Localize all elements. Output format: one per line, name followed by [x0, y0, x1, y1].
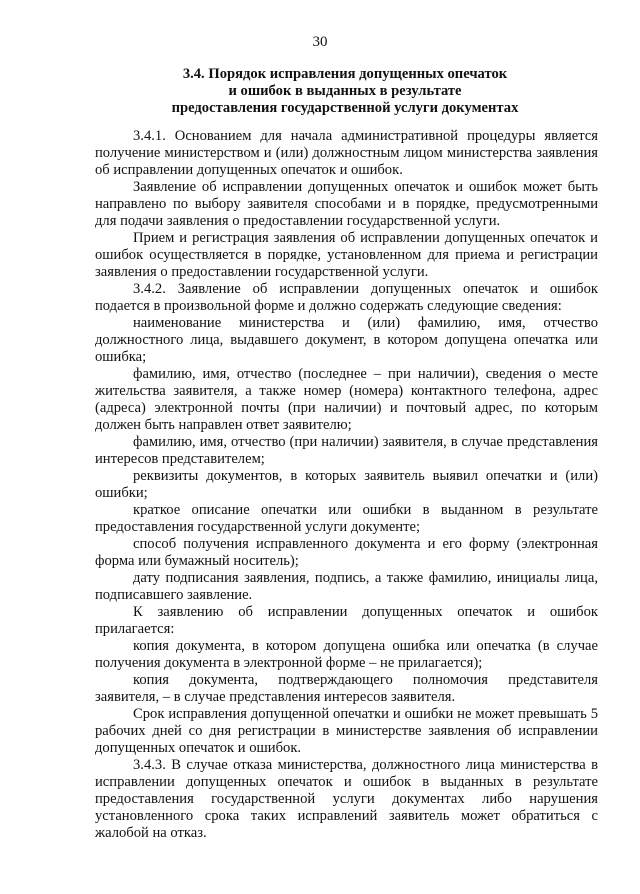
list-item: краткое описание опечатки или ошибки в выданном в результате предоставления государственной услуги документе;	[95, 502, 598, 535]
page-number: 30	[312, 34, 328, 50]
heading-line: предоставления государственной услуги документах	[171, 100, 519, 116]
body-text	[95, 128, 598, 842]
list-item: наименование министерства и (или) фамилию, имя, отчество должностного лица, выдавшего документ, в котором допущена опечатка или ошибка;	[95, 315, 598, 365]
list-item: копия документа, в котором допущена ошибка или опечатка (в случае получения документа в электронной форме – не прилагается);	[95, 638, 598, 671]
paragraph: Прием и регистрация заявления об исправлении допущенных опечаток и ошибок осуществляется в порядке, установленном для приема и регистрации заявления о предоставлении государственной услуги.	[95, 230, 598, 280]
list-item: фамилию, имя, отчество (при наличии) заявителя, в случае представления интересов представителем;	[95, 434, 598, 467]
heading-line: и ошибок в выданных в результате	[228, 83, 462, 99]
paragraph: 3.4.2. Заявление об исправлении допущенных опечаток и ошибок подается в произвольной форме и должно содержать следующие сведения:	[95, 281, 598, 314]
list-item: фамилию, имя, отчество (последнее – при наличии), сведения о месте жительства заявителя, а также номер (номера) контактного телефона, адрес (адреса) электронной почты (при наличии) и почтовый адрес, по которым должен быть направлен ответ заявителю;	[95, 366, 598, 433]
list-item: реквизиты документов, в которых заявитель выявил опечатки и (или) ошибки;	[95, 468, 598, 501]
paragraph: 3.4.1. Основанием для начала административной процедуры является получение министерством и (или) должностным лицом министерства заявления об исправлении допущенных опечаток и ошибок.	[95, 128, 598, 178]
list-item: копия документа, подтверждающего полномочия представителя заявителя, – в случае представления интересов заявителя.	[95, 672, 598, 705]
section-heading	[90, 66, 600, 117]
list-item: способ получения исправленного документа и его форму (электронная форма или бумажный носитель);	[95, 536, 598, 569]
paragraph: Заявление об исправлении допущенных опечаток и ошибок может быть направлено по выбору заявителя способами и в порядке, предусмотренными для подачи заявления о предоставлении государственной услуги.	[95, 179, 598, 229]
paragraph: К заявлению об исправлении допущенных опечаток и ошибок прилагается:	[95, 604, 598, 637]
paragraph: 3.4.3. В случае отказа министерства, должностного лица министерства в исправлении допущенных опечаток и ошибок в выданных в результате предоставления государственной услуги документах либо нарушения установленного срока таких исправлений заявитель может обратиться с жалобой на отказ.	[95, 757, 598, 841]
paragraph: Срок исправления допущенной опечатки и ошибки не может превышать 5 рабочих дней со дня регистрации в министерстве заявления об исправлении допущенных опечаток и ошибок.	[95, 706, 598, 756]
heading-line: 3.4. Порядок исправления допущенных опечаток	[182, 66, 508, 82]
list-item: дату подписания заявления, подпись, а также фамилию, инициалы лица, подписавшего заявление.	[95, 570, 598, 603]
